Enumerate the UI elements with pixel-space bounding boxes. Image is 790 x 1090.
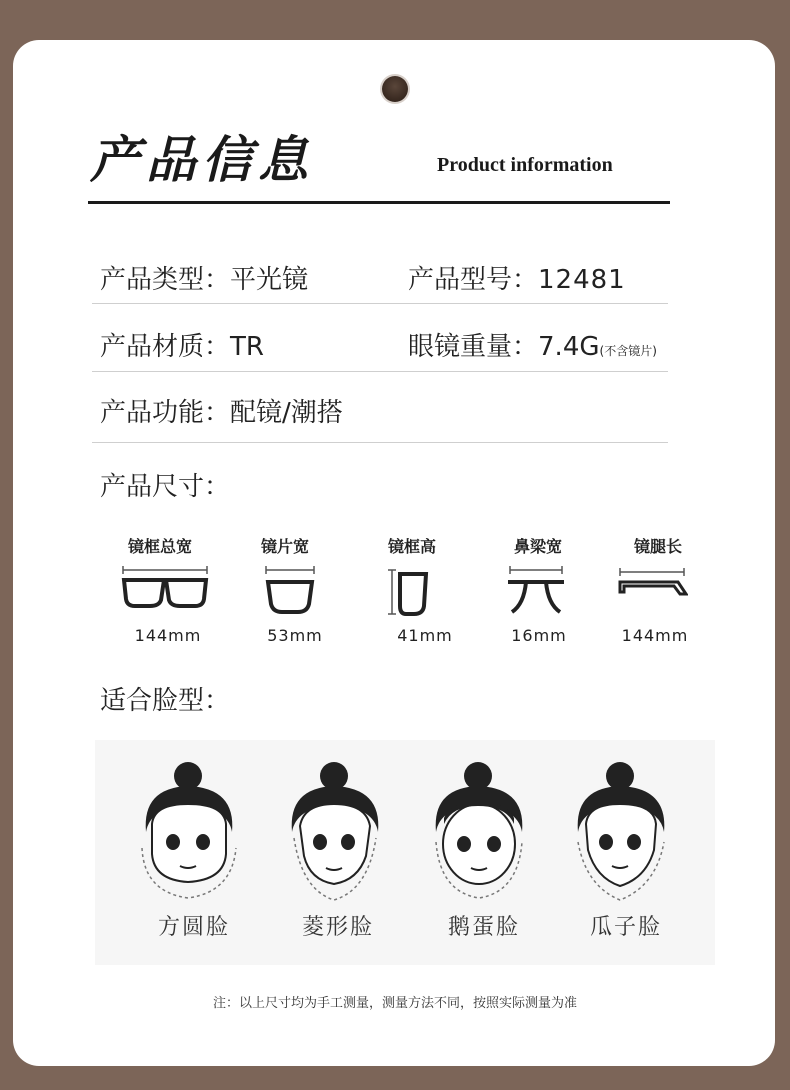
dim-value: 53mm: [267, 626, 323, 645]
face-melon-seed-illustration: [564, 762, 684, 902]
bridge-width-icon: [506, 566, 566, 616]
weight-label: 眼镜重量：: [408, 332, 539, 362]
weight-note: (不含镜片): [599, 344, 657, 358]
frame-height-icon: [386, 566, 432, 618]
material-value: TR: [230, 332, 264, 362]
faces-heading: 适合脸型：: [100, 686, 231, 716]
dim-value: 144mm: [621, 626, 689, 645]
face-label: 鹅蛋脸: [447, 915, 520, 940]
dim-value: 16mm: [511, 626, 567, 645]
dim-label: 鼻梁宽: [513, 537, 562, 556]
face-oval-illustration: [422, 762, 542, 902]
hang-hole: [382, 76, 408, 102]
type-row: [100, 259, 308, 296]
frame-width-icon: [120, 566, 210, 612]
dim-value: 41mm: [397, 626, 453, 645]
type-label: 产品类型：: [100, 265, 231, 295]
weight-row: [408, 326, 657, 363]
material-row: [100, 326, 264, 363]
page-subtitle: Product information: [437, 154, 613, 176]
function-row: [100, 392, 343, 429]
lens-width-icon: [262, 566, 318, 616]
dim-label: 镜片宽: [260, 537, 309, 556]
face-round-square-illustration: [132, 762, 252, 902]
title-divider: [88, 201, 670, 204]
weight-value: 7.4G: [538, 332, 600, 362]
model-value: 12481: [538, 265, 626, 295]
function-label: 产品功能：: [100, 398, 231, 428]
dim-value: 144mm: [134, 626, 202, 645]
face-diamond-illustration: [278, 762, 398, 902]
divider: [92, 442, 668, 443]
divider: [92, 303, 668, 304]
divider: [92, 371, 668, 372]
face-label: 瓜子脸: [589, 915, 662, 940]
dim-label: 镜框总宽: [127, 537, 192, 556]
face-label: 菱形脸: [301, 915, 374, 940]
type-value: 平光镜: [230, 265, 309, 295]
dim-label: 镜腿长: [633, 537, 682, 556]
function-value: 配镜/潮搭: [230, 398, 343, 428]
size-heading: 产品尺寸：: [100, 472, 231, 502]
dim-label: 镜框高: [387, 537, 436, 556]
face-label: 方圆脸: [157, 915, 230, 940]
material-label: 产品材质：: [100, 332, 231, 362]
measurement-note: 注：以上尺寸均为手工测量，测量方法不同，按照实际测量为准: [212, 996, 577, 1011]
model-label: 产品型号：: [408, 265, 539, 295]
temple-length-icon: [618, 568, 688, 598]
page-title: 产品信息: [90, 130, 314, 189]
model-row: [408, 259, 626, 296]
